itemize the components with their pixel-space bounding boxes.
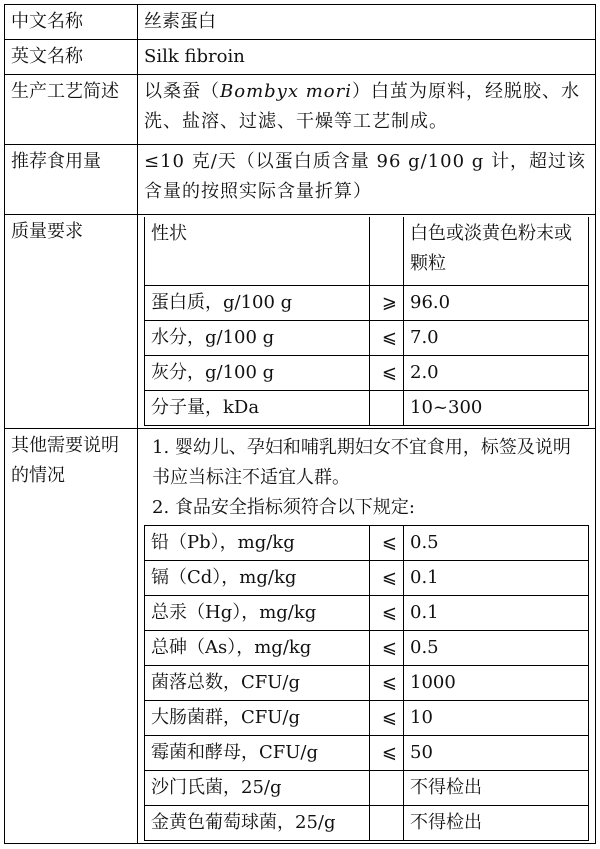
spec-value: 0.1 (404, 560, 589, 595)
spec-name: 总砷（As），mg/kg (145, 630, 370, 665)
spec-name: 金黄色葡萄球菌，25/g (145, 805, 370, 840)
spec-symbol: ⩽ (370, 355, 404, 390)
dosage-label: 推荐食用量 (5, 145, 138, 215)
spec-value: 10~300 (404, 390, 589, 425)
cn-name-value: 丝素蛋白 (138, 5, 596, 40)
row-quality (5, 215, 596, 429)
quality-spec-table (144, 217, 589, 426)
dosage-value: ≤10 克/天（以蛋白质含量 96 g/100 g 计，超过该含量的按照实际含量折算） (138, 145, 596, 215)
quality-spec-row (145, 217, 589, 285)
note-2: 2. 食品安全指标须符合以下规定: (152, 496, 415, 518)
row-other (5, 428, 596, 843)
spec-name: 沙门氏菌，25/g (145, 770, 370, 805)
spec-value: 7.0 (404, 320, 589, 355)
spec-name: 性状 (145, 217, 370, 285)
spec-value: 不得检出 (404, 805, 589, 840)
safety-spec-row (145, 805, 589, 840)
safety-spec-row (145, 665, 589, 700)
safety-spec-row (145, 700, 589, 735)
spec-value: 0.5 (404, 630, 589, 665)
spec-symbol: ⩽ (370, 595, 404, 630)
spec-name: 菌落总数，CFU/g (145, 665, 370, 700)
spec-table (4, 4, 596, 844)
row-process (5, 75, 596, 145)
safety-spec-table (144, 525, 589, 841)
spec-symbol: ⩽ (370, 320, 404, 355)
spec-name: 大肠菌群，CFU/g (145, 700, 370, 735)
quality-spec-row (145, 320, 589, 355)
spec-value: 96.0 (404, 285, 589, 320)
quality-label: 质量要求 (5, 215, 138, 429)
spec-value: 白色或淡黄色粉末或颗粒 (404, 217, 589, 285)
spec-symbol: ⩽ (370, 665, 404, 700)
safety-spec-row (145, 560, 589, 595)
en-name-value: Silk fibroin (138, 40, 596, 75)
row-dosage (5, 145, 596, 215)
other-label: 其他需要说明的情况 (5, 428, 138, 843)
row-en-name (5, 40, 596, 75)
spec-symbol (370, 805, 404, 840)
process-label: 生产工艺简述 (5, 75, 138, 145)
spec-value: 0.1 (404, 595, 589, 630)
spec-value: 2.0 (404, 355, 589, 390)
spec-name: 镉（Cd），mg/kg (145, 560, 370, 595)
spec-symbol: ⩽ (370, 700, 404, 735)
process-text-pre: 以桑蚕（ (144, 81, 220, 102)
process-description (138, 75, 596, 145)
safety-spec-row (145, 770, 589, 805)
spec-name: 铅（Pb），mg/kg (145, 525, 370, 560)
spec-name: 分子量，kDa (145, 390, 370, 425)
spec-value: 不得检出 (404, 770, 589, 805)
safety-spec-row (145, 630, 589, 665)
spec-value: 50 (404, 735, 589, 770)
spec-name: 霉菌和酵母，CFU/g (145, 735, 370, 770)
safety-spec-row (145, 525, 589, 560)
spec-symbol: ⩾ (370, 285, 404, 320)
process-text-post: ）白茧为原料，经脱胶、水洗、盐溶、过滤、干燥等工艺制成。 (144, 81, 580, 132)
spec-symbol (370, 390, 404, 425)
spec-value: 1000 (404, 665, 589, 700)
spec-value: 10 (404, 700, 589, 735)
safety-spec-row (145, 595, 589, 630)
quality-spec-row (145, 285, 589, 320)
quality-specs (138, 215, 596, 429)
species-name: Bombyx mori (220, 81, 352, 102)
spec-symbol: ⩽ (370, 560, 404, 595)
cn-name-label: 中文名称 (5, 5, 138, 40)
other-specs (138, 428, 596, 843)
spec-symbol (370, 770, 404, 805)
note-1: 1. 婴幼儿、孕妇和哺乳期妇女不宜食用，标签及说明书应当标注不适宜人群。 (152, 436, 571, 488)
spec-symbol: ⩽ (370, 735, 404, 770)
spec-name: 水分，g/100 g (145, 320, 370, 355)
spec-symbol (370, 217, 404, 285)
quality-spec-row (145, 355, 589, 390)
spec-symbol: ⩽ (370, 525, 404, 560)
spec-name: 蛋白质，g/100 g (145, 285, 370, 320)
en-name-label: 英文名称 (5, 40, 138, 75)
spec-name: 灰分，g/100 g (145, 355, 370, 390)
spec-name: 总汞（Hg），mg/kg (145, 595, 370, 630)
safety-spec-row (145, 735, 589, 770)
quality-spec-row (145, 390, 589, 425)
spec-value: 0.5 (404, 525, 589, 560)
spec-symbol: ⩽ (370, 630, 404, 665)
row-cn-name (5, 5, 596, 40)
